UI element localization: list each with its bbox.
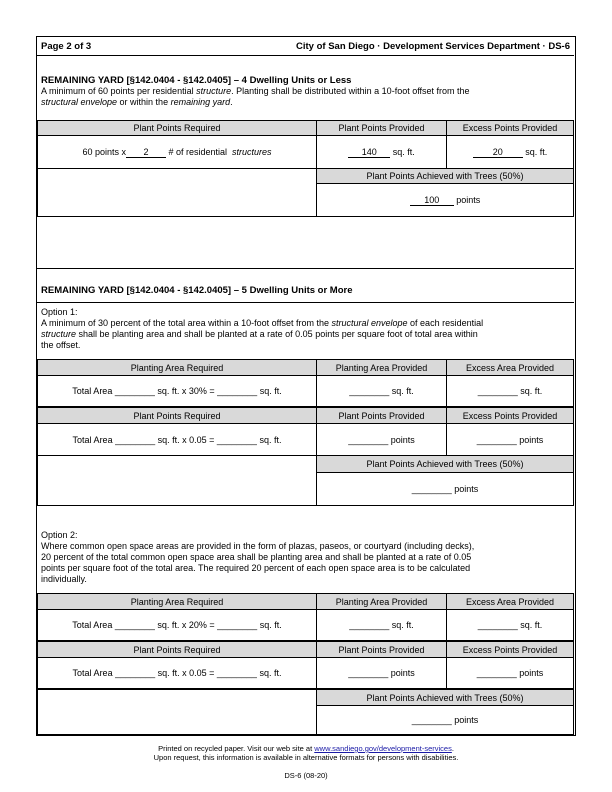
desc-text: of each residential [407,318,484,328]
trees-points-cell [316,183,574,217]
residential-structures-field[interactable]: 2 [126,147,166,158]
col-header-area-provided [316,359,447,376]
required-suffix-em: structures [232,147,272,157]
col-header-label: Plant Points Required [133,644,221,655]
desc-em: remaining yard [170,97,231,107]
area-formula-field[interactable] [37,375,317,407]
desc-text: Where common open space areas are provided in the form of plazas, paseos, or courtyard (including decks), [41,541,475,551]
area-formula-text: Total Area ________ sq. ft. x 30% = ________ sq. ft. [72,386,282,396]
col-header-excess-points-provided [446,120,574,136]
col-header-plant-points-required [37,120,317,136]
desc-text: individually. [41,574,87,584]
unit-label: sq. ft. [392,147,415,157]
col-header-points-required [37,641,317,658]
trees-header [316,689,574,706]
unit-label: points [456,195,481,205]
col-header-points-provided [316,407,447,424]
option2-description [41,541,571,585]
col-header-label: Plant Points Required [133,410,221,421]
desc-text: shall be planting area and shall be planted at a rate of 0.05 points per square foot of total area within [76,329,478,339]
trees-header [316,455,574,473]
col-header-area-excess [446,359,574,376]
col-header-points-excess [446,641,574,658]
col-header-label: Excess Points Provided [462,123,558,133]
excess-points-field[interactable]: 20 [473,147,523,158]
col-header-label: Excess Points Provided [462,410,558,421]
points-provided-text: ________ points [348,434,415,445]
trees-points-field[interactable]: 100 [410,195,454,206]
unit-label: sq. ft. [525,147,548,157]
points-formula-text: Total Area ________ sq. ft. x 0.05 = ________ sq. ft. [72,434,282,445]
desc-text: 20 percent of the total common open space area shall be planting area and shall be planted at a rate of 0.05 [41,552,472,562]
trees-points-text: ________ points [411,715,479,725]
col-header-label: Planting Area Required [130,596,224,607]
points-formula-field[interactable] [37,423,317,456]
blank-cell [37,168,317,217]
points-formula-text: Total Area ________ sq. ft. x 0.05 = ________ sq. ft. [72,668,282,678]
blank-cell [37,455,317,506]
trees-label: Plant Points Achieved with Trees (50%) [366,459,524,469]
trees-points-field[interactable] [316,472,574,506]
col-header-area-required [37,593,317,610]
department-title: City of San Diego · Development Services Department · DS-6 [296,41,570,52]
col-header-label: Excess Area Provided [465,362,555,373]
footer [0,744,612,762]
col-header-label: Plant Points Provided [338,410,425,421]
area-provided-text: ________ sq. ft. [349,386,414,396]
section-divider [37,302,574,303]
col-header-label: Plant Points Provided [338,644,425,655]
blank-cell [37,689,317,735]
points-excess-text: ________ points [476,434,544,445]
website-link[interactable]: www.sandiego.gov/development-services [314,744,452,753]
col-header-label: Excess Points Provided [462,644,558,655]
desc-text: . [230,97,233,107]
col-header-points-excess [446,407,574,424]
required-prefix: 60 points x [82,147,126,157]
desc-em: structural envelope [41,97,118,107]
points-excess-field[interactable] [446,657,574,689]
desc-text: points per square foot of the total area. The required 20 percent of each open space area is to be calculated [41,563,471,573]
required-suffix: # of residential [165,147,230,157]
desc-text: A minimum of 60 points per residential [41,86,197,96]
footer-text: Upon request, this information is available in alternative formats for persons with disabilities. [153,753,459,762]
desc-text: . Planting shall be distributed within a 10-foot offset from the [231,86,470,96]
col-header-points-required [37,407,317,424]
col-header-label: Planting Area Provided [335,362,428,373]
points-excess-field[interactable] [446,423,574,456]
area-provided-text: ________ sq. ft. [349,620,414,630]
trees-label: Plant Points Achieved with Trees (50%) [366,692,524,703]
trees-points-text: ________ points [411,484,479,494]
footer-text: Printed on recycled paper. Visit our web site at [158,744,315,753]
section1-description [41,86,571,108]
points-provided-field[interactable] [316,657,447,689]
section-divider [37,268,574,269]
area-formula-field[interactable] [37,609,317,641]
points-provided-field[interactable] [316,423,447,456]
col-header-plant-points-provided [316,120,447,136]
desc-em: structure [196,86,232,96]
col-header-label: Excess Area Provided [465,596,555,607]
area-provided-field[interactable] [316,609,447,641]
footer-text: . [451,744,454,753]
points-formula-field[interactable] [37,657,317,689]
desc-text: or within the [117,97,171,107]
required-points-cell [37,135,317,169]
trees-label: Plant Points Achieved with Trees (50%) [366,171,524,181]
points-excess-text: ________ points [476,668,544,678]
desc-em: structural envelope [331,318,408,328]
col-header-label: Plant Points Required [133,123,221,133]
page-header [37,37,574,56]
col-header-label: Planting Area Provided [335,596,428,607]
form-frame [36,36,576,736]
points-provided-field[interactable]: 140 [348,147,390,158]
col-header-area-required [37,359,317,376]
desc-text: the offset. [41,340,81,350]
section1-title: REMAINING YARD [§142.0404 - §142.0405] – 4 Dwelling Units or Less [41,75,352,86]
col-header-area-provided [316,593,447,610]
area-excess-field[interactable] [446,609,574,641]
trees-header [316,168,574,184]
option1-description [41,318,571,351]
area-excess-text: ________ sq. ft. [477,620,543,630]
area-excess-field[interactable] [446,375,574,407]
col-header-label: Plant Points Provided [338,123,425,133]
option2-title: Option 2: [41,530,78,540]
desc-text: A minimum of 30 percent of the total area within a 10-foot offset from the [41,318,332,328]
area-provided-field[interactable] [316,375,447,407]
area-formula-text: Total Area ________ sq. ft. x 20% = ________ sq. ft. [72,620,282,630]
area-excess-text: ________ sq. ft. [477,386,543,396]
form-code: DS-6 (08-20) [284,771,328,780]
col-header-points-provided [316,641,447,658]
col-header-label: Planting Area Required [130,362,224,373]
desc-em: structure [41,329,77,339]
option1-title: Option 1: [41,307,78,317]
col-header-area-excess [446,593,574,610]
trees-points-field[interactable] [316,705,574,735]
excess-points-cell [446,135,574,169]
points-provided-text: ________ points [348,668,415,678]
points-provided-cell [316,135,447,169]
section2-title: REMAINING YARD [§142.0404 - §142.0405] – 5 Dwelling Units or More [41,285,353,296]
page-number: Page 2 of 3 [41,41,92,52]
